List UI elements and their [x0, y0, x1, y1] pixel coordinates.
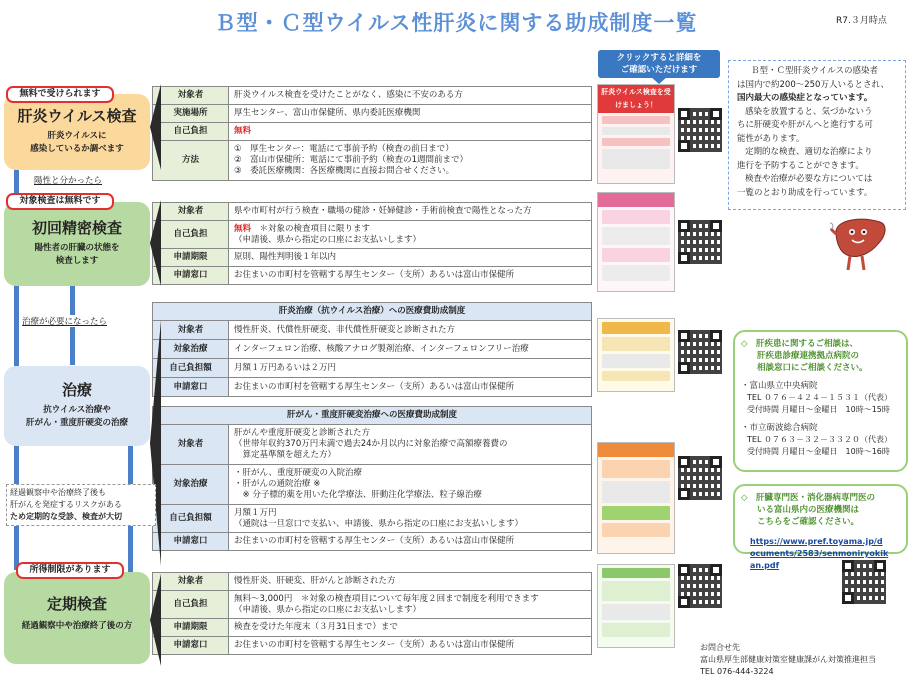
url-line[interactable]: ocuments/2583/senmoniryokik [750, 549, 889, 558]
row-value [229, 425, 592, 465]
row-key: 自己負担額 [153, 505, 229, 533]
row-value [229, 221, 592, 249]
row-key: 対象治療 [153, 465, 229, 505]
liver-mascot-icon [830, 212, 890, 274]
note-line: 肝がんを発症するリスクがある [10, 500, 122, 509]
step-sub: 感染しているか調べます [30, 144, 124, 154]
down-arrow-icon [650, 76, 668, 84]
info-line: 国内最大の感染症となっています。 [737, 93, 873, 103]
table-liver-cancer [152, 406, 592, 551]
link-treatment[interactable]: 治療が必要になったら [22, 317, 108, 327]
row-value: お住まいの市町村を管轄する厚生センター（支所）あるいは富山市保健所 [229, 378, 592, 397]
consult-heading: 相談窓口にご相談ください。 [757, 363, 868, 373]
line: ・肝がんの通院治療 ※ [234, 479, 321, 489]
line: （通院は一旦窓口で支払い、申請後、県から指定の口座にお支払いします） [234, 518, 524, 529]
consult-heading: 肝疾患診療連携拠点病院の [757, 351, 860, 361]
row-key: 実施場所 [153, 105, 229, 123]
row-value: 厚生センター、富山市保健所、県内委託医療機関 [229, 105, 592, 123]
row-value: 慢性肝炎、肝硬変、肝がんと診断された方 [229, 573, 592, 591]
page-title: Ｂ型・Ｃ型ウイルス性肝炎に関する助成制度一覧 [214, 11, 698, 35]
free-target-pill: 対象検査は無料です [6, 193, 114, 210]
url-line[interactable]: https://www.pref.toyama.jp/d [750, 537, 883, 546]
step-sub: 肝炎ウイルスに [47, 131, 107, 141]
date-label: R7.３月時点 [836, 16, 887, 26]
table-regular-exam [152, 572, 592, 655]
step-title: 定期検査 [46, 595, 107, 613]
row-key: 申請窓口 [153, 533, 229, 551]
info-line: 一覧のとおり助成を行っています。 [737, 187, 873, 198]
hospital-name: ・市立砺波総合病院 [741, 423, 818, 433]
note-line: 経過観察中や治療終了後も [10, 488, 106, 497]
row-value: 慢性肝炎、代償性肝硬変、非代償性肝硬変と診断された方 [229, 321, 592, 340]
step-first-exam [4, 202, 150, 286]
step-sub: 経過観察中や治療終了後の方 [21, 621, 133, 631]
leaflet-regular-exam[interactable] [597, 564, 675, 648]
line: （申請後、県から指定の口座にお支払いします） [234, 604, 422, 615]
step-sub: 抗ウイルス治療や [43, 405, 111, 415]
row-key: 自己負担 [153, 591, 229, 619]
step-title: 肝炎ウイルス検査 [17, 107, 137, 125]
specialist-line: こちらをご確認ください。 [757, 517, 860, 527]
row-key: 自己負担 [153, 123, 229, 141]
contact-line: TEL 076-444-3224 [700, 667, 774, 676]
row-key: 申請窓口 [153, 267, 229, 285]
section-header: 肝がん・重度肝硬変治療への医療費助成制度 [153, 407, 592, 425]
row-value [229, 505, 592, 533]
step-sub: 陽性者の肝臓の状態を [34, 243, 120, 253]
info-line: ちに肝硬変や肝がんへと進行する可 [737, 120, 873, 130]
line: 算定基準額を超えた方） [234, 450, 337, 460]
line: ① 厚生センター：電話にて事前予約（検査の前日まで） [234, 144, 454, 154]
income-limit-pill: 所得制限があります [16, 562, 124, 579]
line: ・肝がん、重度肝硬変の入院治療 [234, 468, 363, 478]
followup-note [6, 484, 156, 526]
row-value: お住まいの市町村を管轄する厚生センター（支所）あるいは富山市保健所 [229, 267, 592, 285]
free-text: 無料 [234, 223, 252, 234]
step-regular-exam [4, 572, 150, 664]
specialist-line: いる富山県内の医療機関は [757, 505, 860, 515]
row-key: 対象者 [153, 203, 229, 221]
specialist-link[interactable] [750, 536, 888, 572]
row-value: 肝炎ウイルス検査を受けたことがなく、感染に不安のある方 [229, 87, 592, 105]
consult-box [733, 330, 908, 472]
info-line: Ｂ型・Ｃ型肝炎ウイルスの感染者 [751, 66, 878, 76]
step-sub: 検査します [55, 256, 99, 266]
qr-code-icon[interactable] [678, 330, 722, 374]
leaflet-title: 肝炎ウイルス検査を受けましょう！ [598, 85, 674, 113]
row-value: お住まいの市町村を管轄する厚生センター（支所）あるいは富山市保健所 [229, 637, 592, 655]
line: 月額１万円 [234, 507, 277, 518]
leaflet-liver-cancer[interactable] [597, 442, 675, 554]
row-value [229, 591, 592, 619]
row-value: インターフェロン治療、核酸アナログ製剤治療、インターフェロンフリー治療 [229, 340, 592, 359]
row-value: お住まいの市町村を管轄する厚生センター（支所）あるいは富山市保健所 [229, 533, 592, 551]
row-key: 方法 [153, 141, 229, 181]
qr-code-icon[interactable] [678, 564, 722, 608]
leaflet-virus-test[interactable] [597, 84, 675, 184]
row-key: 自己負担額 [153, 359, 229, 378]
table-virus-test [152, 86, 592, 181]
table-antiviral [152, 302, 592, 397]
consult-heading: ◇ 肝疾患に関するご相談は、 [741, 339, 859, 349]
qr-code-icon[interactable] [678, 456, 722, 500]
row-key: 対象者 [153, 321, 229, 340]
line: ＊対象の検査項目に限ります [251, 223, 371, 234]
line: ② 富山市保健所：電話にて事前予約（検査の1週間前まで） [234, 155, 469, 165]
hospital-name: ・富山県立中央病院 [741, 381, 818, 391]
specialist-line: ◇ 肝臓専門医・消化器病専門医の [741, 493, 876, 503]
url-line[interactable]: an.pdf [750, 561, 780, 570]
step-title: 初回精密検査 [31, 219, 122, 237]
line: 無料～3,000円 ＊対象の検査項目について毎年度２回まで制度を利用できます [234, 593, 539, 604]
section-header: 肝炎治療（抗ウイルス治療）への医療費助成制度 [153, 303, 592, 321]
row-value: 月額１万円あるいは２万円 [229, 359, 592, 378]
info-line: 検査や治療が必要な方については [745, 174, 873, 184]
row-key: 申請窓口 [153, 637, 229, 655]
line: ③ 委託医療機関：各医療機関に直接お問合せください。 [234, 166, 455, 176]
line: （世帯年収約370万円未満で過去24か月以内に対象治療で高額療養費の [234, 439, 508, 449]
hospital-time: 受付時間 月曜日～金曜日 10時～15時 [747, 405, 890, 414]
row-key: 申請期限 [153, 619, 229, 637]
qr-code-icon[interactable] [678, 220, 722, 264]
info-line: 定期的な検査、適切な治療により [745, 147, 873, 157]
table-first-exam [152, 202, 592, 285]
step-title: 治療 [61, 381, 92, 399]
row-value: 無料 [229, 123, 592, 141]
row-key: 自己負担 [153, 221, 229, 249]
contact-info [700, 642, 876, 678]
leaflet-first-exam[interactable] [597, 192, 675, 292]
step-sub: 肝がん・重度肝硬変の治療 [25, 418, 128, 428]
row-key: 対象者 [153, 573, 229, 591]
row-value [229, 141, 592, 181]
line: （申請後、県から指定の口座にお支払いします） [234, 234, 422, 245]
row-value: 原則、陽性判明後１年以内 [229, 249, 592, 267]
note-line: ため定期的な受診、検査が大切 [10, 512, 122, 521]
row-value: 検査を受けた年度末（３月31日まで）まで [229, 619, 592, 637]
info-line: 能性があります。 [737, 133, 805, 144]
contact-line: お問合せ先 [700, 643, 740, 652]
info-box [728, 60, 906, 210]
info-line: 進行を予防することができます。 [737, 160, 864, 171]
row-value [229, 465, 592, 505]
hospital-time: 受付時間 月曜日～金曜日 10時～16時 [747, 447, 890, 456]
row-key: 申請窓口 [153, 378, 229, 397]
qr-code-icon[interactable] [678, 108, 722, 152]
free-pill: 無料で受けられます [6, 86, 114, 103]
info-line: 感染を放置すると、気づかないう [745, 106, 873, 117]
line: ※ 分子標的薬を用いた化学療法、肝動注化学療法、粒子線治療 [234, 490, 482, 500]
hospital-tel: TEL ０７６－４２４－１５３１（代表） [747, 393, 892, 402]
leaflet-antiviral[interactable] [597, 318, 675, 392]
row-key: 対象者 [153, 87, 229, 105]
row-key: 対象者 [153, 425, 229, 465]
info-line: は国内で約200～250万人いるとされ、 [737, 79, 889, 90]
line: 肝がんや重度肝硬変と診断された方 [234, 428, 371, 438]
row-key: 対象治療 [153, 340, 229, 359]
hospital-tel: TEL ０７６３－３２－３３２０（代表） [747, 435, 892, 444]
contact-line: 富山県厚生部健康対策室健康課がん対策推進担当 [700, 655, 876, 664]
link-positive[interactable]: 陽性と分かったら [34, 176, 103, 186]
step-treatment [4, 366, 150, 446]
row-key: 申請期限 [153, 249, 229, 267]
step-virus-test [4, 94, 150, 170]
row-value: 県や市町村が行う検査・職場の健診・妊婦健診・手術前検査で陽性となった方 [229, 203, 592, 221]
click-note: クリックすると詳細を ご確認いただけます [598, 50, 720, 78]
